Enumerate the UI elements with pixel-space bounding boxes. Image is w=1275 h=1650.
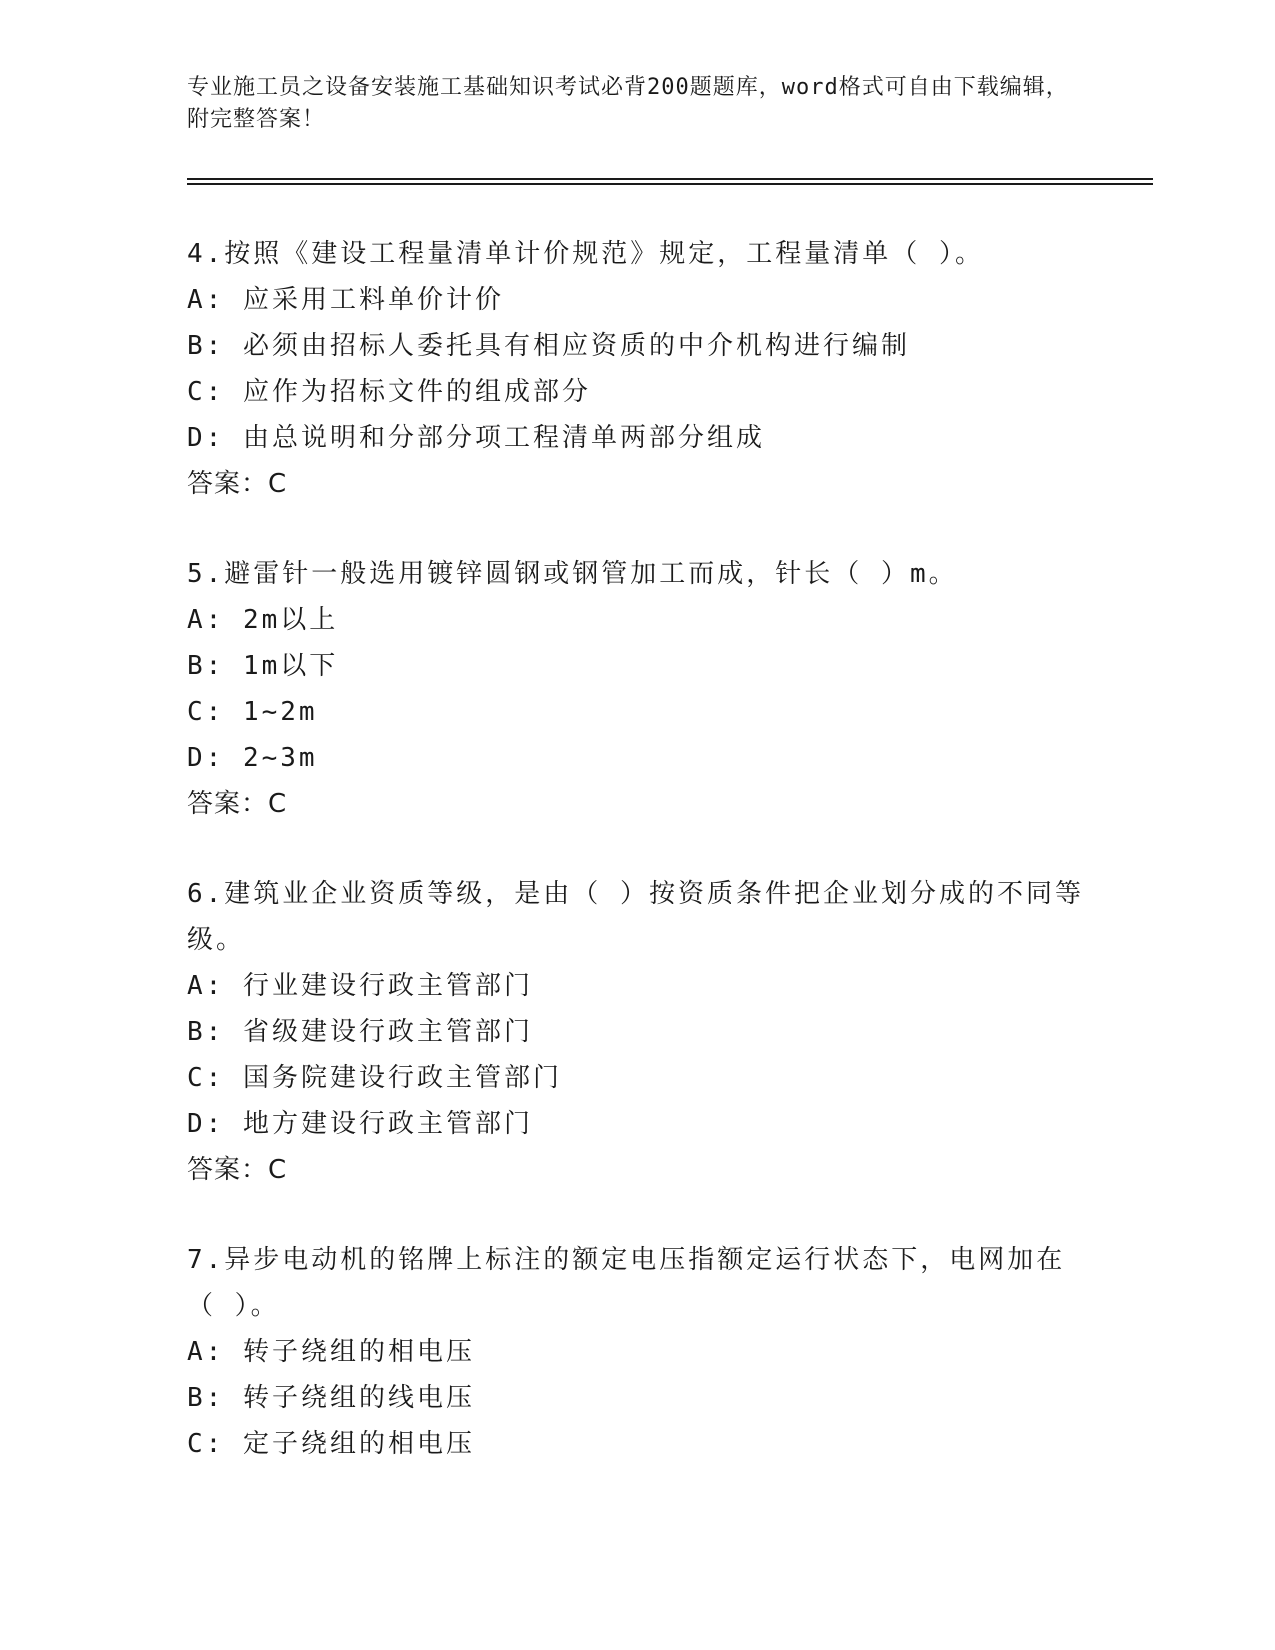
option-c: C: 应作为招标文件的组成部分 xyxy=(187,377,591,407)
header-divider-bottom xyxy=(187,183,1153,185)
option-a: A: 行业建设行政主管部门 xyxy=(187,971,533,1001)
option-b: B: 必须由招标人委托具有相应资质的中介机构进行编制 xyxy=(187,331,910,361)
option-c: C: 定子绕组的相电压 xyxy=(187,1429,475,1459)
question-4 xyxy=(187,231,1087,507)
option-c: C: 国务院建设行政主管部门 xyxy=(187,1063,562,1093)
document-header: 专业施工员之设备安装施工基础知识考试必背200题题库，word格式可自由下载编辑，附完整答案！ xyxy=(187,75,1069,132)
option-d: D: 2~3m xyxy=(187,743,318,773)
question-6 xyxy=(187,871,1087,1193)
option-d: D: 地方建设行政主管部门 xyxy=(187,1109,533,1139)
option-a: A: 应采用工料单价计价 xyxy=(187,285,504,315)
option-a: A: 2m以上 xyxy=(187,605,339,635)
question-stem: 5.避雷针一般选用镀锌圆钢或钢管加工而成，针长（ ）m。 xyxy=(187,559,958,589)
option-b: B: 1m以下 xyxy=(187,651,339,681)
question-stem: 6.建筑业企业资质等级，是由（ ）按资质条件把企业划分成的不同等级。 xyxy=(187,879,1084,955)
option-c: C: 1~2m xyxy=(187,697,318,727)
question-5 xyxy=(187,551,1087,827)
question-stem: 7.异步电动机的铭牌上标注的额定电压指额定运行状态下，电网加在（ ）。 xyxy=(187,1245,1066,1321)
question-7 xyxy=(187,1237,1087,1467)
option-b: B: 转子绕组的线电压 xyxy=(187,1383,475,1413)
question-stem: 4.按照《建设工程量清单计价规范》规定，工程量清单（ ）。 xyxy=(187,239,984,269)
option-b: B: 省级建设行政主管部门 xyxy=(187,1017,533,1047)
option-a: A: 转子绕组的相电压 xyxy=(187,1337,475,1367)
answer-line: 答案：C xyxy=(187,469,288,499)
header-divider-top xyxy=(187,178,1153,180)
question-list xyxy=(187,231,1087,1511)
answer-line: 答案：C xyxy=(187,789,288,819)
answer-line: 答案：C xyxy=(187,1155,288,1185)
option-d: D: 由总说明和分部分项工程清单两部分组成 xyxy=(187,423,765,453)
